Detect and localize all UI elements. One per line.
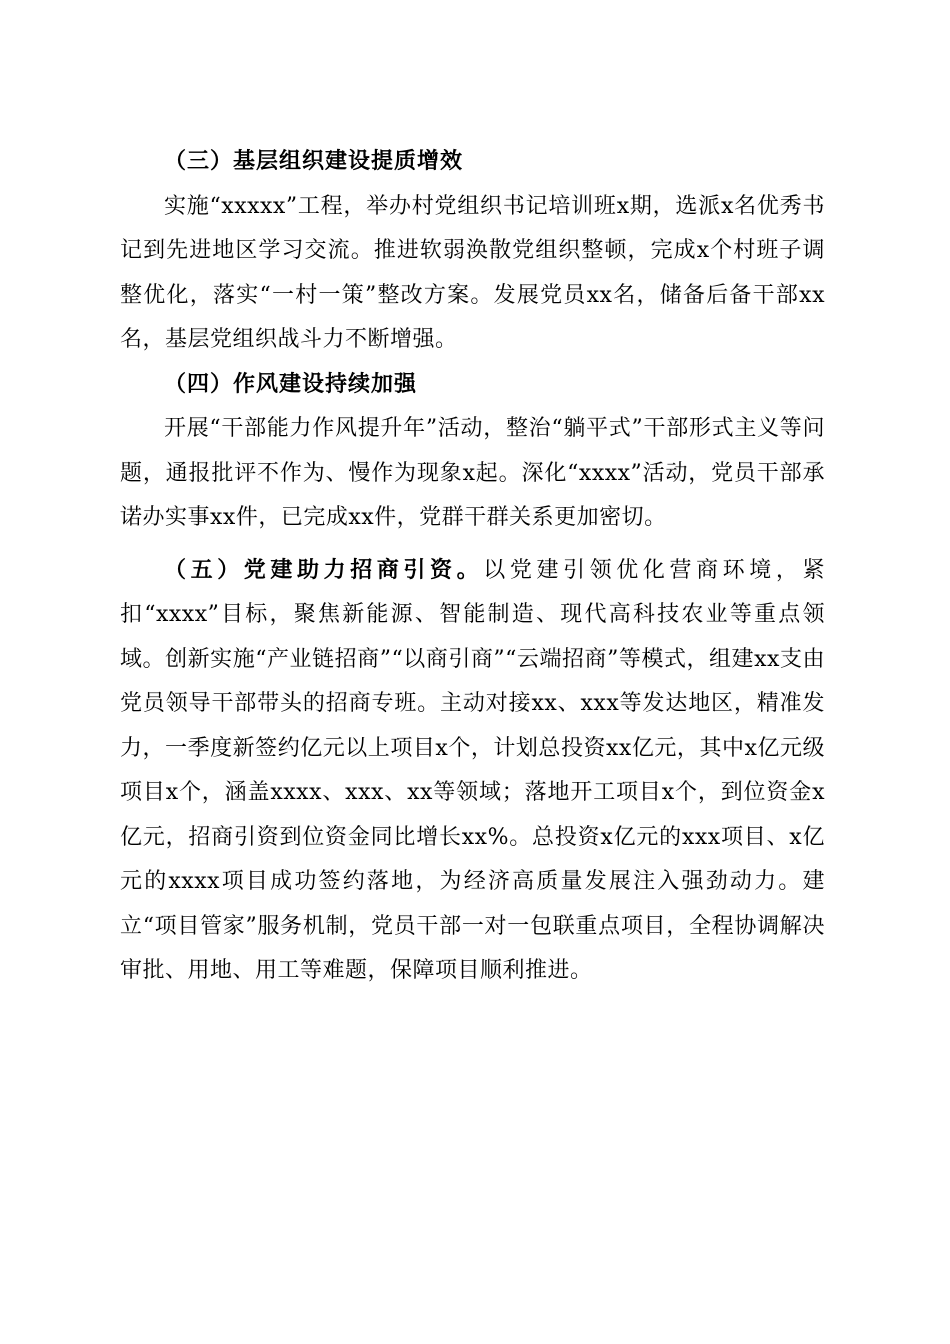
document-body: [120, 140, 825, 994]
section-heading-3: （三）基层组织建设提质增效: [164, 149, 464, 174]
section-paragraph-5: [120, 549, 825, 994]
section-heading-4: （四）作风建设持续加强: [164, 371, 418, 397]
section-paragraph-4: 开展“干部能力作风提升年”活动，整治“躺平式”干部形式主义等问题，通报批评不作为、慢作为现象x起。深化“xxxx”活动，党员干部承诺办实事xx件，已完成xx件，党群干群关系更加密切。: [120, 416, 825, 530]
section-body-5: 以党建引领优化营商环境，紧扣“xxxx”目标，聚焦新能源、智能制造、现代高科技农业等重点领域。创新实施“产业链招商”“以商引商”“云端招商”等模式，组建xx支由党员领导干部带头的招商专班。主动对接xx、xxx等发达地区，精准发力，一季度新签约亿元以上项目x个，计划总投资xx亿元，其中x亿元级项目x个，涵盖xxxx、xxx、xx等领域；落地开工项目x个，到位资金x亿元，招商引资到位资金同比增长xx%。总投资x亿元的xxx项目、x亿元的xxxx项目成功签约落地，为经济高质量发展注入强劲动力。建立“项目管家”服务机制，党员干部一对一包联重点项目，全程协调解决审批、用地、用工等难题，保障项目顺利推进。: [120, 557, 825, 983]
section-lead-5: （五）党建助力招商引资。: [164, 557, 484, 583]
section-paragraph-3: 实施“xxxxx”工程，举办村党组织书记培训班x期，选派x名优秀书记到先进地区学习交流。推进软弱涣散党组织整顿，完成x个村班子调整优化，落实“一村一策”整改方案。发展党员xx名，储备后备干部xx名，基层党组织战斗力不断增强。: [120, 193, 825, 352]
paragraph-gap: [120, 541, 825, 549]
